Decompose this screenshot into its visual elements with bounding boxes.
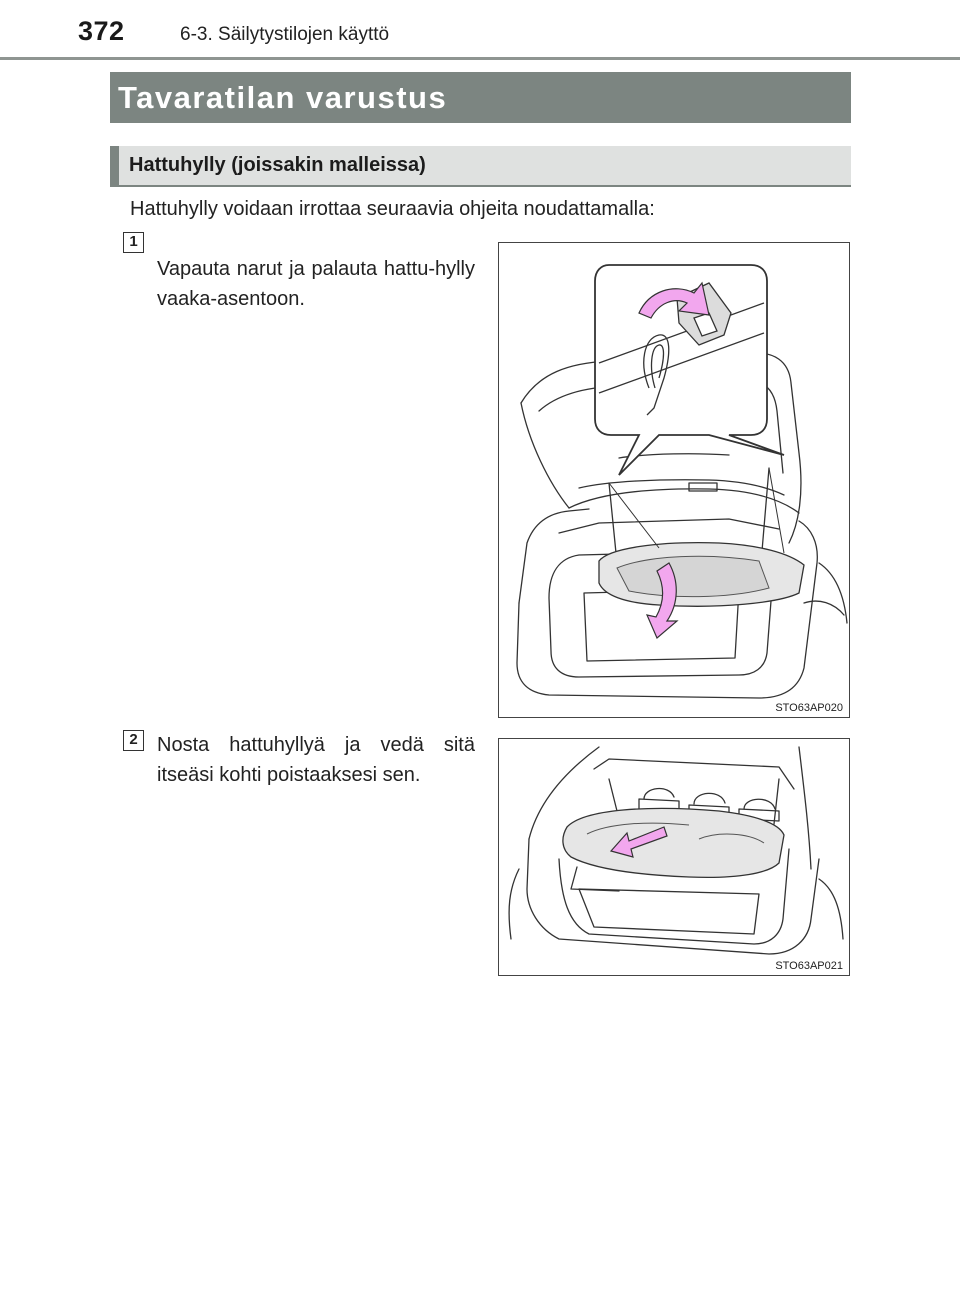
hatchback-open-illustration: [499, 243, 849, 717]
figure-2-label: STO63AP021: [775, 960, 843, 972]
subsection-heading: Hattuhylly (joissakin malleissa): [110, 146, 851, 185]
page-title: Tavaratilan varustus: [110, 72, 851, 123]
page-number: 372: [78, 16, 125, 46]
section-reference: 6-3. Säilytystilojen käyttö: [180, 24, 390, 45]
figure-1-label: STO63AP020: [775, 702, 843, 714]
step-number-1: 1: [123, 232, 144, 253]
step-number-2: 2: [123, 730, 144, 751]
figure-2: [498, 738, 850, 976]
step-text-1: Vapauta narut ja palauta hattu-hylly vaaka-asentoon.: [157, 258, 475, 310]
header-rule: [0, 57, 960, 60]
step-text-2: Nosta hattuhyllyä ja vedä sitä itseäsi kohti poistaaksesi sen.: [157, 734, 475, 786]
subsection-rule: [110, 185, 851, 187]
shelf-removal-illustration: [499, 739, 849, 975]
intro-text: Hattuhylly voidaan irrottaa seuraavia ohjeita noudattamalla:: [130, 198, 655, 220]
figure-1: [498, 242, 850, 718]
